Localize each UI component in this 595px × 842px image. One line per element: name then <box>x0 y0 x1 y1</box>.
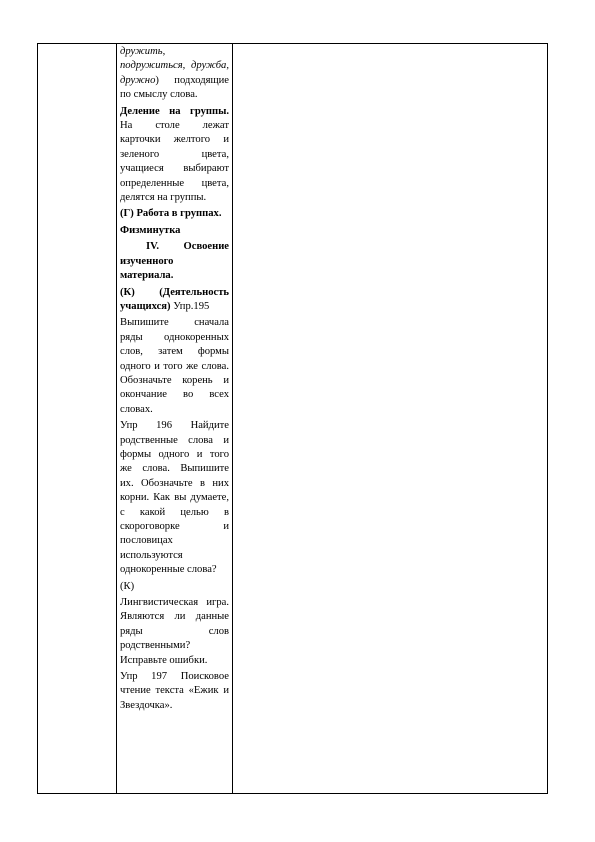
collective-mark: (К) <box>120 580 135 592</box>
exercise-195-task: Выпишите сначала ряды однокоренных слов, затем формы одного и того же слова. Обозначьте корень и окончание во всех словах. <box>120 317 229 415</box>
table-cell-stage <box>38 44 117 794</box>
heading-physminute: Физминутка <box>120 224 181 236</box>
linguistic-game: Лингвистическая игра. Являются ли данные ряды слов родственными? Исправьте ошибки. <box>120 597 229 666</box>
paragraph-groups <box>120 105 229 206</box>
paragraph-words <box>120 45 229 103</box>
heading-group-work: (Г) Работа в группах. <box>120 208 222 220</box>
groups-description: На столе лежат карточки желтого и зеленого цвета, учащиеся выбирают определенные цвета, делятся на группы. <box>120 120 229 204</box>
heading-stage-4: IV. Освоение изученного материала. <box>120 241 229 282</box>
table-cell-notes <box>233 44 548 794</box>
lesson-table <box>37 43 548 794</box>
table-row <box>38 44 548 794</box>
exercise-197-task: Упр 197 Поисковое чтение текста «Ежик и Звездочка». <box>120 671 229 711</box>
heading-student-activity: (К) (Деятельность учащихся) <box>120 286 229 312</box>
table-cell-activity <box>117 44 233 794</box>
example-words: дружить, подружиться, дружба, дружно <box>120 46 229 86</box>
paragraph-student-activity <box>120 286 229 315</box>
exercise-195-label: Упр.195 <box>170 300 210 312</box>
activity-text <box>117 44 232 713</box>
heading-groups: Деление на группы. <box>120 105 229 117</box>
exercise-196-task: Упр 196 Найдите родственные слова и формы одного и того же слова. Выпишите их. Обозначьте в них корни. Как вы думаете, с какой целью в скороговорке и пословицах используются однокоренные слова? <box>120 420 229 576</box>
paragraph-words-tail: ) подходящие по смыслу слова. <box>120 74 229 101</box>
